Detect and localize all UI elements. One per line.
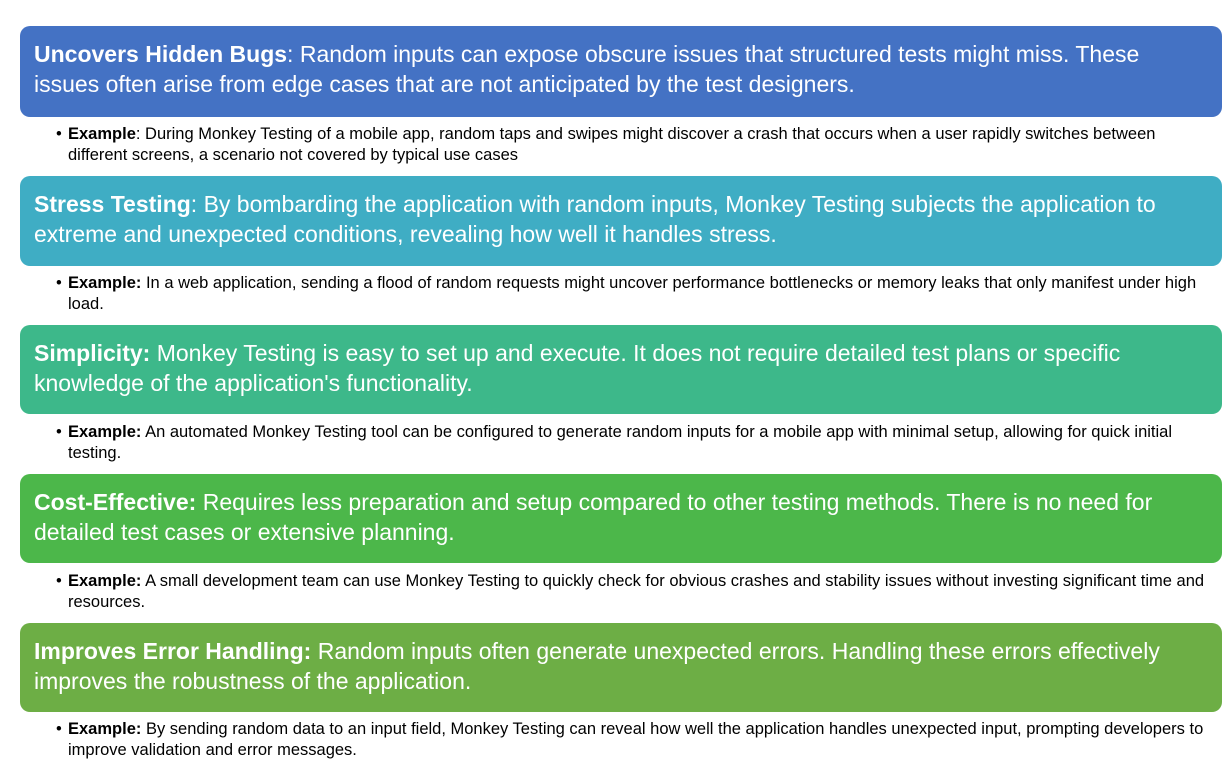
benefit-text: Monkey Testing is easy to set up and execute. It does not require detailed test plans or specific knowledge of the application's functionality. <box>34 340 1121 396</box>
benefit-title: Cost-Effective: <box>34 489 197 515</box>
example-item <box>56 571 1216 613</box>
benefit-separator: : <box>190 191 204 217</box>
example-item <box>56 273 1216 315</box>
benefit-title: Uncovers Hidden Bugs <box>34 41 288 67</box>
benefit-box <box>20 623 1222 712</box>
example-text: A small development team can use Monkey Testing to quickly check for obvious crashes and stability issues without investing significant time and resources. <box>68 572 1205 611</box>
example-text: An automated Monkey Testing tool can be configured to generate random inputs for a mobile app with minimal setup, allowing for quick initial testing. <box>68 423 1173 462</box>
example-text: In a web application, sending a flood of random requests might uncover performance bottlenecks or memory leaks that only manifest under high load. <box>68 274 1197 313</box>
bullet-icon: • <box>56 720 62 738</box>
benefit-title: Stress Testing <box>34 191 191 217</box>
benefit-text: Random inputs often generate unexpected errors. Handling these errors effectively improves the robustness of the application. <box>34 638 1160 694</box>
benefit-box <box>20 474 1222 563</box>
benefit-separator: : <box>287 41 300 67</box>
example-label: Example: <box>68 720 142 738</box>
bullet-icon: • <box>56 572 62 590</box>
example-item <box>56 124 1216 166</box>
benefit-box <box>20 325 1222 414</box>
bullet-icon: • <box>56 423 62 441</box>
benefit-text: Requires less preparation and setup compared to other testing methods. There is no need for detailed test cases or extensive planning. <box>34 489 1153 545</box>
example-separator: : <box>135 125 146 143</box>
example-label: Example <box>68 125 136 143</box>
example-text: During Monkey Testing of a mobile app, random taps and swipes might discover a crash that occurs when a user rapidly switches between different screens, a scenario not covered by typical use cases <box>68 125 1156 164</box>
benefit-box <box>20 176 1222 266</box>
example-label: Example: <box>68 274 142 292</box>
example-item <box>56 719 1216 761</box>
example-item <box>56 422 1216 464</box>
bullet-icon: • <box>56 125 62 143</box>
benefit-text: By bombarding the application with random inputs, Monkey Testing subjects the application to extreme and unexpected conditions, revealing how well it handles stress. <box>34 191 1156 247</box>
bullet-icon: • <box>56 274 62 292</box>
benefit-title: Simplicity: <box>34 340 151 366</box>
example-text: By sending random data to an input field, Monkey Testing can reveal how well the application handles unexpected input, prompting developers to improve validation and error messages. <box>68 720 1204 759</box>
benefit-title: Improves Error Handling: <box>34 638 312 664</box>
example-label: Example: <box>68 572 142 590</box>
benefit-box <box>20 26 1222 117</box>
benefit-text: Random inputs can expose obscure issues that structured tests might miss. These issues often arise from edge cases that are not anticipated by the test designers. <box>34 41 1140 97</box>
example-label: Example: <box>68 423 142 441</box>
